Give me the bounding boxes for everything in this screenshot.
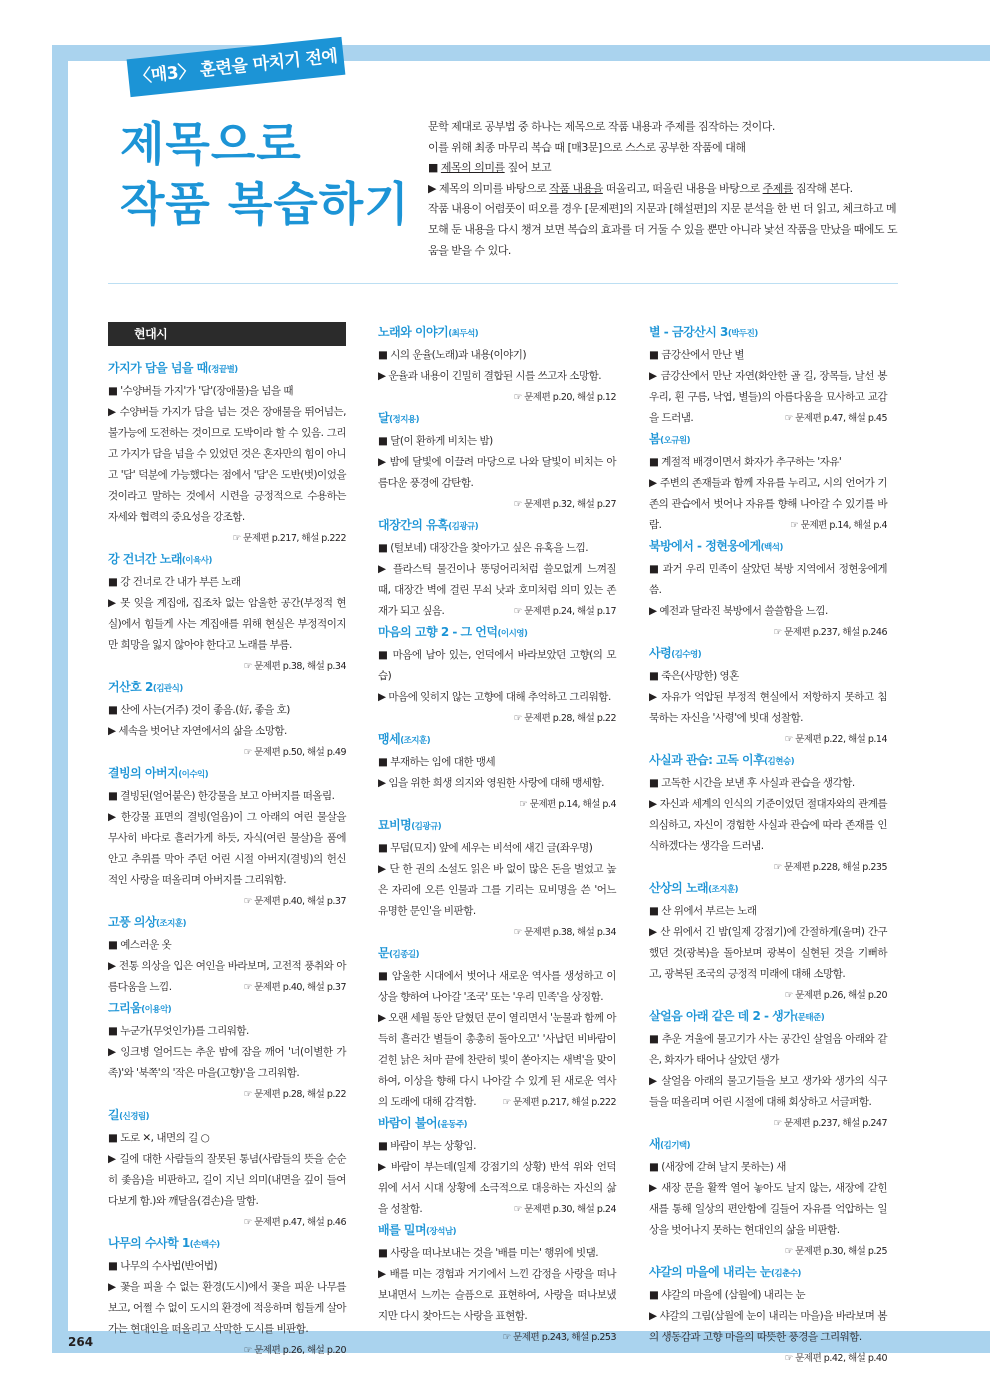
entry-line <box>378 645 616 687</box>
entry <box>378 1113 616 1220</box>
entry-line <box>378 859 616 922</box>
entry-line-text: ▶ 한강물 표면의 결빙(얼음)이 그 아래의 여린 물살을 무사히 바다로 흘러가게 하듯, 자식(여린 물살)을 품에 안고 추위를 막아 주던 어린 시절 아버지(결빙)의 헌신적인 사랑을 떠올리며 아버지를 그리워함. <box>108 811 346 886</box>
entry-line-text: ▶ 잉크병 얼어드는 추운 밤에 잠을 깨어 '너(이별한 가족)'와 '북쪽'의 '작은 마을(고향)'을 그리워함. <box>108 1046 346 1079</box>
entry-line-text: ▶ 배를 미는 경험과 거기에서 느낀 감정을 사랑을 떠나보내면서 느끼는 슬픔으로 표현하여, 사랑을 떠나보냈지만 다시 찾아드는 사랑을 표현함. <box>378 1268 616 1322</box>
entry-title-text: 맹세 <box>378 732 401 746</box>
entry-reference: ☞ 문제편 p.22, 해설 p.14 <box>784 734 887 745</box>
entry <box>108 1105 346 1233</box>
entry-title <box>378 1220 616 1243</box>
entry-reference: ☞ 문제편 p.14, 해설 p.4 <box>790 520 887 531</box>
entry-line-text: ■ 추운 겨울에 물고기가 사는 공간인 살얼음 아래와 같은, 화자가 태어나 살았던 생가 <box>649 1033 887 1066</box>
entry <box>378 322 616 408</box>
intro-fragment: ▶ 제목의 의미를 바탕으로 <box>428 181 550 195</box>
entry-line-text: ▶ 단 한 권의 소설도 읽은 바 없이 많은 돈을 벌었고 높은 자리에 오른 인물과 그를 기리는 묘비명을 쓴 '어느 유명한 문인'을 비판함. <box>378 863 616 917</box>
entry-title-text: 묘비명 <box>378 818 412 832</box>
entry-line-text: ■ 계절적 배경이면서 화자가 추구하는 '자유' <box>649 456 842 468</box>
entry <box>649 1134 887 1262</box>
entry-title-text: 마음의 고향 2 - 그 언덕 <box>378 625 498 639</box>
entry-author: (김종길) <box>389 950 419 960</box>
entry-line <box>649 773 887 794</box>
entry <box>108 358 346 549</box>
intro-line: 이를 위해 최종 마무리 복습 때 [매3문]으로 스스로 공부한 작품에 대해 <box>428 140 746 154</box>
entry-title-text: 고풍 의상 <box>108 915 157 929</box>
entry-line <box>378 1243 616 1264</box>
entry-line-text: ▶ 못 잊을 계집애, 집조차 없는 암울한 공간(부정적 현실)에서 힘들게 사는 계집애를 위해 현실은 부정적이지만 희망을 잃지 않아야 한다고 노래를 부름. <box>108 597 346 651</box>
entry-line <box>378 538 616 559</box>
entry-reference: ☞ 문제편 p.30, 해설 p.24 <box>513 1204 616 1215</box>
entry <box>649 750 887 878</box>
entry-line-text: ■ (털보네) 대장간을 찾아가고 싶은 유혹을 느낌. <box>378 542 589 554</box>
entry-line-text: ■ 누군가(무엇인가)를 그리워함. <box>108 1025 249 1037</box>
entry-line-text: ▶ 바람이 부는데(일제 강점기의 상황) 반석 위와 언덕 위에 서서 시대 상황에 소극적으로 대응하는 자신의 삶을 성찰함. <box>378 1161 616 1215</box>
entry-line <box>649 1029 887 1071</box>
entry-author: (김수영) <box>671 650 702 660</box>
entry <box>378 943 616 1113</box>
entry-line-text: ■ (새장에 갇혀 날지 못하는) 새 <box>649 1161 786 1173</box>
entry-line <box>108 956 346 998</box>
entry-line-text: ■ '수양버들 가지'가 '담'(장애물)을 넘을 때 <box>108 385 293 397</box>
entry-line-text: ■ 강 건너로 간 내가 부른 노래 <box>108 576 241 588</box>
entry-line <box>378 687 616 724</box>
entry <box>649 536 887 643</box>
column-1 <box>108 322 346 1361</box>
entry-line <box>649 1071 887 1129</box>
entry-line-text: ■ 샤갈의 마을에 (삼월에) 내리는 눈 <box>649 1289 806 1301</box>
entry-title <box>108 358 346 381</box>
entry-line-text: ▶ 운율과 내용이 긴밀히 결합된 시를 쓰고자 소망함. <box>378 370 602 382</box>
entry-title-text: 배를 밀며 <box>378 1223 427 1237</box>
intro-line: 작품 내용이 어렴풋이 떠오를 경우 [문제편]의 지문과 [해설편]의 지문 분석을 한 번 더 읽고, 체크하고 메모해 둔 내용을 다시 챙겨 보면 복습의 효과를 더 거둘 수 있을 뿐만 아니라 낯선 작품을 만났을 때에도 도움을 받을 수 있다. <box>428 202 898 257</box>
page-number: 264 <box>68 1335 94 1349</box>
entry-line <box>108 1277 346 1356</box>
entry-title <box>649 1134 887 1157</box>
entry-line-text: ▶ 오랜 세월 동안 닫혔던 문이 열리면서 '눈물과 함께 아득히 흘러간 별들이 총총히 돌아오고' '사납던 비바람이 걷힌 낡은 처마 끝에 찬란히 빛이 쏟아지는 새벽'을 맞이하여, 이상을 향해 다시 나아갈 수 있게 된 새로운 역사의 도래에 대해 감격함. <box>378 1012 617 1108</box>
entry-title <box>649 750 887 773</box>
entry-title-text: 가지가 담을 넘을 때 <box>108 361 208 375</box>
entry-title-text: 사령 <box>649 646 672 660</box>
entry-line-text: ▶ 길에 대한 사람들의 잘못된 통념(사람들의 뜻을 순순히 좇음)을 비판하고, 길이 지닌 의미(내면을 깊이 들여다보게 함.)와 깨달음(겸손)을 말함. <box>108 1153 346 1207</box>
intro-text <box>428 117 898 261</box>
entry-reference: ☞ 문제편 p.237, 해설 p.246 <box>773 627 887 638</box>
entry-line <box>649 794 887 857</box>
intro-fragment: 짐작해 본다. <box>793 181 853 195</box>
entry <box>649 322 887 429</box>
entry-line <box>108 935 346 956</box>
entry-line-text: ▶ 임을 위한 희생 의지와 영원한 사랑에 대해 맹세함. <box>378 777 604 789</box>
entry-line <box>649 1285 887 1306</box>
entry-title <box>649 1262 887 1285</box>
entry-line <box>108 381 346 402</box>
entry-line-text: ▶ 산 위에서 긴 밤(일제 강점기)에 간절하게(울며) 간구했던 것(광복)을 돌아보며 광복이 실현된 것을 기뻐하고, 광복된 조국의 긍정적 미래에 대해 소망함. <box>649 926 887 980</box>
entry-line-text: ▶ 주변의 존재들과 함께 자유를 누리고, 시의 언어가 기존의 관습에서 벗어나 자유를 향해 나아갈 수 있기를 바람. <box>649 477 887 531</box>
entry-author: (김광규) <box>411 822 442 832</box>
entry-line <box>649 922 887 1001</box>
entry-line-text: ■ 사랑을 떠나보내는 것을 '배를 미는' 행위에 빗댐. <box>378 1247 599 1259</box>
entry-line <box>378 1264 616 1327</box>
entry-line <box>108 1149 346 1212</box>
entry <box>108 998 346 1105</box>
entry-title-text: 노래와 이야기 <box>378 325 449 339</box>
entry-reference: ☞ 문제편 p.40, 해설 p.37 <box>243 982 346 993</box>
entry <box>108 763 346 912</box>
entry-line-text: ▶ 자유가 억압된 부정적 현실에서 저항하지 못하고 침묵하는 자신을 '사령'에 빗대 성찰함. <box>649 691 887 724</box>
entry-title <box>378 815 616 838</box>
entry-line-text: ■ 고독한 시간을 보낸 후 사실과 관습을 생각함. <box>649 777 855 789</box>
entry-author: (손택수) <box>189 1240 220 1250</box>
entry-author: (이육사) <box>181 556 212 566</box>
entry-reference: ☞ 문제편 p.228, 해설 p.235 <box>773 862 887 873</box>
entry-line-text: ■ 나무의 수사법(반어법) <box>108 1260 218 1272</box>
entry-line-text: ▶ 수양버들 가지가 담을 넘는 것은 장애물을 뛰어넘는, 불가능에 도전하는 것이므로 도박이라 할 수 있음. 그리고 가지가 담을 넘을 수 있었던 것은 혼자만의 힘이 아니고 '담' 덕분에 가능했다는 점에서 '담'은 도반(벗)이었을 것이라고 말하는 것에서 시련을 긍정적으로 수용하는 자세와 협력의 중요성을 강조함. <box>108 406 346 523</box>
page-title-line1: 제목으로 <box>120 117 302 171</box>
entry-line <box>649 345 887 366</box>
entry-line-text: ▶ 예전과 달라진 북방에서 쓸쓸함을 느낌. <box>649 605 828 617</box>
entry-title-text: 나무의 수사학 1 <box>108 1236 190 1250</box>
entry-title <box>108 549 346 572</box>
entry-author: (최두석) <box>448 329 479 339</box>
entry-line <box>378 559 616 622</box>
entry-reference: ☞ 문제편 p.14, 해설 p.4 <box>519 799 616 810</box>
entry-title-text: 봄 <box>649 432 661 446</box>
entry-reference: ☞ 문제편 p.237, 해설 p.247 <box>773 1118 887 1129</box>
page-title <box>120 114 410 234</box>
entry <box>378 622 616 729</box>
section-header: 현대시 <box>108 322 346 346</box>
entry-author: (조지훈) <box>708 885 739 895</box>
entry-line <box>378 752 616 773</box>
intro-underlined: 제목의 의미를 <box>440 161 505 175</box>
entry-author: (문태준) <box>794 1013 825 1023</box>
entry-title <box>378 515 616 538</box>
entry-title-text: 새 <box>649 1137 661 1151</box>
entry-line <box>378 452 616 494</box>
entry-title-text: 별 - 금강산시 3 <box>649 325 728 339</box>
entry-line <box>649 452 887 473</box>
entry-reference: ☞ 문제편 p.20, 해설 p.12 <box>513 392 616 403</box>
entry-line <box>378 966 616 1008</box>
entry-author: (정지용) <box>389 415 419 425</box>
entry-title-text: 문 <box>378 946 390 960</box>
entry-line-text: ■ 산에 사는(거주) 것이 좋음.(好, 좋을 호) <box>108 704 290 716</box>
entry-author: (윤동주) <box>437 1120 468 1130</box>
entry-author: (김기택) <box>660 1141 690 1151</box>
entry-author: (김광규) <box>448 522 479 532</box>
entry-title-text: 길 <box>108 1108 120 1122</box>
entry-title <box>108 998 346 1021</box>
entry-line-text: ▶ 세속을 벗어난 자연에서의 삶을 소망함. <box>108 725 287 737</box>
entry-reference: ☞ 문제편 p.42, 해설 p.40 <box>784 1353 887 1364</box>
entry-reference: ☞ 문제편 p.26, 해설 p.20 <box>784 990 887 1001</box>
page-frame-left <box>52 45 68 1353</box>
intro-line <box>428 158 898 179</box>
entry-title <box>108 1105 346 1128</box>
entry-line-text: ■ 산 위에서 부르는 노래 <box>649 905 757 917</box>
entry-title-text: 샤갈의 마을에 내리는 눈 <box>649 1265 771 1279</box>
entry-title <box>378 943 616 966</box>
entry-title <box>649 536 887 559</box>
entry-title-text: 그리움 <box>108 1001 142 1015</box>
intro-fragment: 떠올리고, 떠올린 내용을 바탕으로 <box>602 181 763 195</box>
entry-line <box>649 473 887 536</box>
entry-title <box>378 1113 616 1136</box>
entry-title <box>108 1233 346 1256</box>
entry-author: (김관식) <box>152 684 183 694</box>
entry-title-text: 거산호 2 <box>108 680 153 694</box>
entry-line <box>108 572 346 593</box>
entry-line <box>649 559 887 601</box>
entry-author: (이시영) <box>497 629 528 639</box>
entry-reference: ☞ 문제편 p.32, 해설 p.27 <box>513 499 616 510</box>
entry-title <box>649 429 887 452</box>
entry-author: (백석) <box>760 543 783 553</box>
entry-line-text: ■ 시의 운율(노래)과 내용(이야기) <box>378 349 527 361</box>
column-2 <box>378 322 616 1348</box>
entry <box>649 878 887 1006</box>
intro-line: 문학 제대로 공부법 중 하나는 제목으로 작품 내용과 주제를 짐작하는 것이다. <box>428 120 775 133</box>
entry-title <box>649 1006 887 1029</box>
entry-line <box>108 593 346 672</box>
entry-title-text: 달 <box>378 411 390 425</box>
entry-title-text: 북방에서 - 정현웅에게 <box>649 539 761 553</box>
entry-title <box>378 622 616 645</box>
entry-author: (신경림) <box>119 1112 149 1122</box>
entry <box>108 677 346 763</box>
entry-title-text: 바람이 불어 <box>378 1116 438 1130</box>
entry-line <box>108 1021 346 1042</box>
entry-line <box>649 901 887 922</box>
entry-reference: ☞ 문제편 p.217, 해설 p.222 <box>232 533 346 544</box>
entry <box>649 1006 887 1134</box>
entry-line <box>378 1157 616 1220</box>
entry-line-text: ■ 결빙된(얼어붙은) 한강물을 보고 아버지를 떠올림. <box>108 790 335 802</box>
entry-line <box>108 700 346 721</box>
entry-line <box>108 786 346 807</box>
entry <box>378 1220 616 1348</box>
entry-reference: ☞ 문제편 p.30, 해설 p.25 <box>784 1246 887 1257</box>
entry <box>649 643 887 750</box>
entry <box>649 429 887 536</box>
entry-author: (이수익) <box>178 770 209 780</box>
entry-title-text: 대장간의 유혹 <box>378 518 449 532</box>
entry-reference: ☞ 문제편 p.47, 해설 p.45 <box>784 413 887 424</box>
entry-line-text: ▶ 자신과 세계의 인식의 기준이었던 절대자와의 관계를 의심하고, 자신이 경험한 사실과 관습에 따라 존재를 인식하겠다는 생각을 드러냄. <box>649 798 887 852</box>
entry-author: (김현승) <box>764 757 795 767</box>
entry-reference: ☞ 문제편 p.24, 해설 p.17 <box>513 606 616 617</box>
entry-reference: ☞ 문제편 p.28, 해설 p.22 <box>513 713 616 724</box>
entry-reference: ☞ 문제편 p.38, 해설 p.34 <box>243 661 346 672</box>
entry-author: (이용악) <box>141 1005 172 1015</box>
column-3 <box>649 322 887 1369</box>
entry-line <box>378 838 616 859</box>
entry <box>378 729 616 815</box>
entry-line <box>649 666 887 687</box>
entry-line-text: ▶ 살얼음 아래의 물고기들을 보고 생가와 생가의 식구들을 떠올리며 어린 시절에 대해 회상하고 서글퍼함. <box>649 1075 887 1108</box>
entry-line <box>108 721 346 742</box>
entry-line <box>649 1157 887 1178</box>
entry-line <box>108 807 346 907</box>
entry-line-text: ■ 과거 우리 민족이 살았던 북방 지역에서 정현웅에게 씀. <box>649 563 887 596</box>
entry-line <box>378 345 616 366</box>
entry-line <box>378 431 616 452</box>
entry-line <box>649 366 887 429</box>
entry-line-text: ▶ 전통 의상을 입은 여인을 바라보며, 고전적 풍취와 아름다움을 느낌. <box>108 960 346 993</box>
entry-line-text: ▶ 샤갈의 그림(삼월에 눈이 내리는 마을)을 바라보며 봄의 생동감과 고향 마을의 따뜻한 풍경을 그리워함. <box>649 1310 887 1343</box>
entry-title-text: 강 건너간 노래 <box>108 552 182 566</box>
entry-line-text: ■ 금강산에서 만난 별 <box>649 349 745 361</box>
entry-line-text: ■ 죽은(사망한) 영혼 <box>649 670 739 682</box>
entry <box>649 1262 887 1369</box>
entry-title-text: 사실과 관습: 고독 이후 <box>649 753 765 767</box>
entry-reference: ☞ 문제편 p.38, 해설 p.34 <box>513 927 616 938</box>
entry-reference: ☞ 문제편 p.26, 해설 p.20 <box>243 1345 346 1356</box>
entry-author: (박두진) <box>727 329 758 339</box>
entry-line-text: ■ 달(이 환하게 비치는 밤) <box>378 435 493 447</box>
entry <box>108 549 346 677</box>
entry-reference: ☞ 문제편 p.243, 해설 p.253 <box>502 1332 616 1343</box>
entry-reference: ☞ 문제편 p.47, 해설 p.46 <box>243 1217 346 1228</box>
entry-line <box>378 366 616 403</box>
entry-title-text: 산상의 노래 <box>649 881 709 895</box>
entry-title <box>108 763 346 786</box>
entry-line-text: ▶ 금강산에서 만난 자연(화안한 골 길, 장목들, 날선 봉우리, 흰 구름, 낙엽, 별들)의 아름다움을 묘사하고 교감을 드러냄. <box>649 370 887 424</box>
entry-line <box>108 1128 346 1149</box>
entry-line <box>108 1042 346 1084</box>
page-title-line2: 작품 복습하기 <box>120 177 410 231</box>
entry-line-text: ■ 부재하는 임에 대한 맹세 <box>378 756 496 768</box>
entry <box>378 815 616 943</box>
entry-line-text: ■ 무덤(묘지) 앞에 세우는 비석에 새긴 글(좌우명) <box>378 842 593 854</box>
entry-author: (장석남) <box>426 1227 456 1237</box>
entry-title <box>649 322 887 345</box>
entry-title-text: 살얼음 아래 같은 데 2 - 생가 <box>649 1009 795 1023</box>
entry-line <box>108 402 346 544</box>
intro-underlined: 작품 내용을 <box>549 181 603 195</box>
entry-line <box>108 1256 346 1277</box>
entry <box>108 1233 346 1361</box>
entry-line-text: ▶ 마음에 잊히지 않는 고향에 대해 추억하고 그리워함. <box>378 691 611 703</box>
entry-reference: ☞ 문제편 p.217, 해설 p.222 <box>502 1097 616 1108</box>
entry-line-text: ■ 예스러운 옷 <box>108 939 172 951</box>
entry-reference: ☞ 문제편 p.50, 해설 p.49 <box>243 747 346 758</box>
entry-author: (조지훈) <box>400 736 431 746</box>
entry-line <box>378 1136 616 1157</box>
entry-line <box>378 773 616 810</box>
entry-line-text: ▶ 플라스틱 물건이나 똥덩어리처럼 쓸모없게 느껴질 때, 대장간 벽에 걸린 무쇠 낫과 호미처럼 의미 있는 존재가 되고 싶음. <box>378 563 616 617</box>
entry-line <box>378 1008 616 1113</box>
entry-line <box>649 601 887 622</box>
entry-title <box>378 729 616 752</box>
entry <box>378 515 616 622</box>
entry-line-text: ▶ 밤에 달빛에 이끌려 마당으로 나와 달빛이 비치는 아름다운 풍경에 감탄함. <box>378 456 616 489</box>
entry-line-text: ■ 암울한 시대에서 벗어나 새로운 역사를 생성하고 이상을 향하여 나아갈 '조국' 또는 '우리 민족'을 상징함. <box>378 970 616 1003</box>
entry-title <box>378 322 616 345</box>
entry-author: (김춘수) <box>770 1269 801 1279</box>
entry-title-text: 결빙의 아버지 <box>108 766 179 780</box>
entry-line-text: ▶ 꽃을 피울 수 없는 환경(도시)에서 꽃을 피운 나무를 보고, 어쩔 수 없이 도시의 환경에 적응하며 힘들게 살아가는 현대인을 떠올리고 삭막한 도시를 비판함. <box>108 1281 346 1335</box>
divider <box>108 283 898 284</box>
intro-fragment: 짚어 보고 <box>504 161 552 175</box>
entry <box>108 912 346 998</box>
intro-fragment: ■ <box>428 161 441 175</box>
intro-line <box>428 179 898 200</box>
entry-author: (조지훈) <box>156 919 186 929</box>
entry-line <box>649 1178 887 1257</box>
entry-line <box>649 687 887 729</box>
entry-line-text: ■ 마음에 남아 있는, 언덕에서 바라보았던 고향(의 모습) <box>378 649 616 682</box>
entry-title <box>108 677 346 700</box>
entry-author: (정끝별) <box>207 365 238 375</box>
entry-line-text: ■ 바람이 부는 상황임. <box>378 1140 476 1152</box>
entry-line <box>649 1306 887 1364</box>
entry-title <box>649 878 887 901</box>
entry-reference: ☞ 문제편 p.28, 해설 p.22 <box>243 1089 346 1100</box>
entry-title <box>649 643 887 666</box>
entry-reference: ☞ 문제편 p.40, 해설 p.37 <box>243 896 346 907</box>
banner-label: 〈매3〉 훈련을 마치기 전에 <box>127 37 346 97</box>
entry-line-text: ▶ 새장 문을 활짝 열어 놓아도 날지 않는, 새장에 갇힌 새를 통해 일상의 편안함에 길들어 자유를 억압하는 일상을 벗어나지 못하는 현대인의 삶을 비판함. <box>649 1182 887 1236</box>
entry-author: (오규원) <box>660 436 690 446</box>
intro-underlined: 주제를 <box>762 181 793 195</box>
entry <box>378 408 616 515</box>
entry-line-text: ■ 도로 ✕, 내면의 길 ○ <box>108 1132 210 1144</box>
entry-title <box>378 408 616 431</box>
entry-title <box>108 912 346 935</box>
